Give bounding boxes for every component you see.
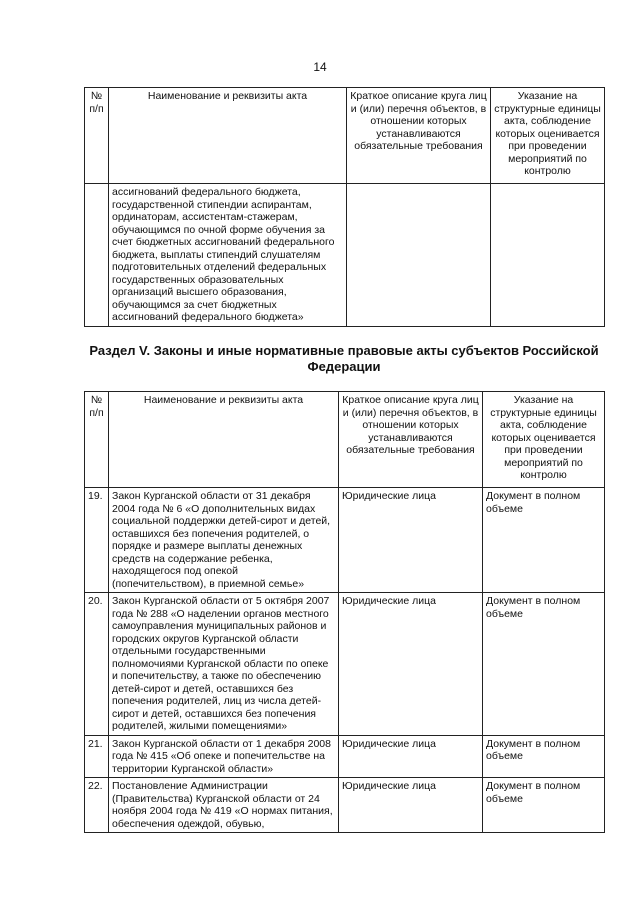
row-indication: Документ в полном объеме [483,593,605,736]
header-name: Наименование и реквизиты акта [109,88,347,184]
row-name: Закон Курганской области от 31 декабря 2004 года № 6 «О дополнительных видах социальной поддержки детей-сирот и детей, оставшихся без попечения родителей, о порядке и размере выплаты денежных средств на содержание ребенка, находящегося под опекой (попечительством), в приемной семье» [109,488,339,593]
row-name: Закон Курганской области от 5 октября 2007 года № 288 «О наделении органов местного самоуправления муниципальных районов и городских округов Курганской области отдельными государственными полномочиями Курганской области по опеке и попечительству, а также по обеспечению детей-сирот и детей, оставшихся без попечения родителей, лиц из числа детей-сирот и детей, оставшихся без попечения родителей, жилыми помещениями» [109,593,339,736]
acts-table-regional [84,391,605,833]
table-header-row [85,88,605,184]
row-indication: Документ в полном объеме [483,778,605,833]
page-number: 14 [313,60,327,74]
header-indication: Указание на структурные единицы акта, соблюдение которых оценивается при проведении мероприятий по контролю [491,88,605,184]
row-name: Закон Курганской области от 1 декабря 2008 года № 415 «Об опеке и попечительстве на территории Курганской области» [109,735,339,778]
table-row [85,735,605,778]
header-num: № п/п [85,392,109,488]
row-description: Юридические лица [339,488,483,593]
acts-table-federal [84,87,605,327]
row-num: 19. [85,488,109,593]
table-header-row [85,392,605,488]
table-row [85,184,605,327]
row-num [85,184,109,327]
row-name: Постановление Администрации (Правительства) Курганской области от 24 ноября 2004 года № 419 «О нормах питания, обеспечения одеждой, обувью, [109,778,339,833]
table-row [85,593,605,736]
header-description: Краткое описание круга лиц и (или) перечня объектов, в отношении которых устанавливаются обязательные требования [339,392,483,488]
table-row [85,778,605,833]
row-description: Юридические лица [339,593,483,736]
row-description [347,184,491,327]
header-indication: Указание на структурные единицы акта, соблюдение которых оценивается при проведении мероприятий по контролю [483,392,605,488]
row-description: Юридические лица [339,778,483,833]
row-indication: Документ в полном объеме [483,488,605,593]
header-num: № п/п [85,88,109,184]
header-description: Краткое описание круга лиц и (или) перечня объектов, в отношении которых устанавливаются обязательные требования [347,88,491,184]
table-row [85,488,605,593]
row-indication [491,184,605,327]
row-num: 20. [85,593,109,736]
row-indication: Документ в полном объеме [483,735,605,778]
row-num: 22. [85,778,109,833]
row-description: Юридические лица [339,735,483,778]
row-name: ассигнований федерального бюджета, государственной стипендии аспирантам, ординаторам, ассистентам-стажерам, обучающимся по очной форме обучения за счет бюджетных ассигнований федерального бюджета, выплаты стипендий слушателям подготовительных отделений федеральных государственных образовательных организаций высшего образования, обучающимся за счет бюджетных ассигнований федерального бюджета» [109,184,347,327]
header-name: Наименование и реквизиты акта [109,392,339,488]
section-title: Раздел V. Законы и иные нормативные правовые акты субъектов Российской Федерации [89,343,599,374]
row-num: 21. [85,735,109,778]
